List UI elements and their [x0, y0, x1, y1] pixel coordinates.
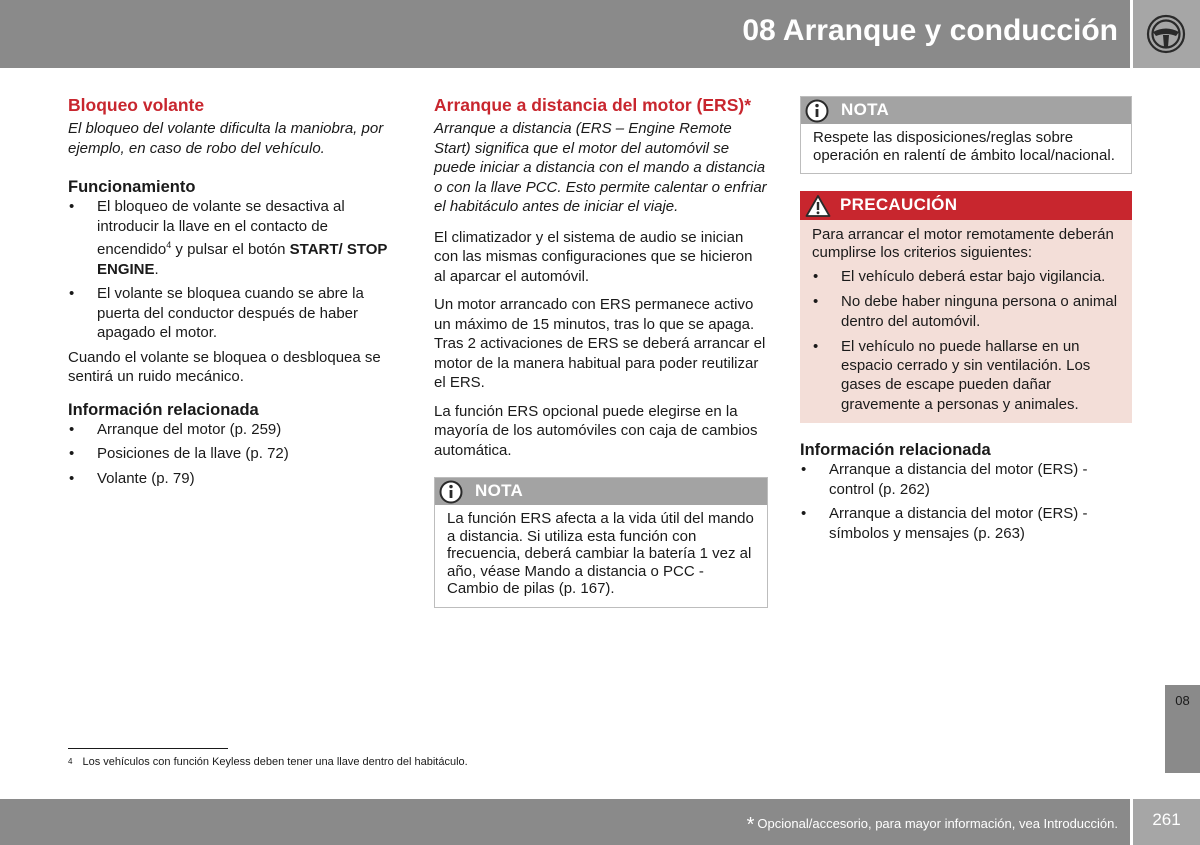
chapter-tab[interactable] [1165, 685, 1200, 773]
asterisk: * [746, 814, 755, 836]
list-item: • El vehículo no puede hallarse en un espacio cerrado y sin ventilación. Los gases de escape pueden dañar gravemente a personas y animales. [812, 337, 1120, 414]
footnote-text: Los vehículos con función Keyless deben tener una llave dentro del habitáculo. [82, 756, 468, 768]
caution-header [800, 191, 1132, 220]
note-text: Respete las disposiciones/reglas sobre operación en ralentí de ámbito local/nacional. [813, 129, 1115, 164]
chapter-icon-box [1133, 0, 1200, 68]
steering-wheel-icon [1146, 14, 1186, 54]
note-header [801, 97, 1131, 124]
info-icon [804, 99, 830, 123]
list-item: • El vehículo deberá estar bajo vigilancia. [812, 267, 1120, 286]
footer-text: Opcional/accesorio, para mayor información, vea Introducción. [757, 816, 1118, 831]
paragraph: Cuando el volante se bloquea o desbloquea se sentirá un ruido mecánico. [68, 348, 381, 385]
chapter-tab-label: 08 [1175, 693, 1190, 708]
caution-box [800, 191, 1132, 423]
caution-body [800, 220, 1132, 423]
list-item: • El bloqueo de volante se desactiva al introducir la llave en el contacto de encendido$^4$ y pulsar el botón START/ STOP ENGINE. [68, 197, 398, 279]
note-header [435, 478, 767, 505]
function-list [68, 197, 398, 343]
footnote-number: 4 [68, 757, 73, 766]
related-link[interactable]: • Arranque a distancia del motor (ERS) - control (p. 262) [800, 460, 1132, 499]
subheading-related-info: Información relacionada [800, 441, 991, 460]
related-list [800, 460, 1132, 543]
note-box [800, 96, 1132, 174]
page-footer [0, 799, 1130, 845]
footer-note [747, 814, 1118, 837]
caution-intro: Para arrancar el motor remotamente deberán cumplirse los criterios siguientes: [812, 226, 1114, 261]
section-heading: Bloqueo volante [68, 95, 205, 115]
page-header [0, 0, 1130, 68]
related-link[interactable]: • Volante (p. 79) [68, 469, 398, 489]
warning-triangle-icon [805, 194, 831, 218]
note-label: NOTA [475, 481, 524, 500]
related-list [68, 420, 398, 489]
column-notes [800, 96, 1132, 543]
info-icon [438, 480, 464, 504]
section-intro: El bloqueo del volante dificulta la maniobra, por ejemplo, en caso de robo del vehículo. [68, 120, 384, 157]
list-item: • No debe haber ninguna persona o animal dentro del automóvil. [812, 292, 1120, 331]
caution-label: PRECAUCIÓN [840, 195, 958, 214]
related-link[interactable]: • Arranque a distancia del motor (ERS) - símbolos y mensajes (p. 263) [800, 504, 1132, 543]
chapter-title: 08 Arranque y conducción [742, 14, 1118, 47]
page-number: 261 [1152, 810, 1181, 829]
column-ers [434, 94, 768, 608]
note-label: NOTA [841, 100, 890, 119]
section-heading: Arranque a distancia del motor (ERS)* [434, 95, 752, 115]
subheading-funcionamiento: Funcionamiento [68, 178, 196, 196]
column-steering-lock [68, 94, 398, 488]
page-number-box [1133, 799, 1200, 845]
note-text: La función ERS afecta a la vida útil del mando a distancia. Si utiliza esta función con frecuencia, deberá cambiar la batería 1 vez al año, véase Mando a distancia o PCC - Cambio de pilas (p. 167). [447, 510, 754, 597]
paragraph: Un motor arrancado con ERS permanece activo un máximo de 15 minutos, tras lo que se apaga. Tras 2 activaciones de ERS se deberá arrancar el motor de la manera habitual para poder reutilizar el ERS. [434, 296, 766, 391]
related-link[interactable]: • Arranque del motor (p. 259) [68, 420, 398, 440]
list-item: • El volante se bloquea cuando se abre la puerta del conductor después de haber apagado el motor. [68, 284, 398, 343]
footnote [68, 755, 468, 769]
section-intro: Arranque a distancia (ERS – Engine Remote Start) significa que el motor del automóvil se puede iniciar a distancia con el mando a distancia o con la llave PCC. Esto permite calentar o enfriar el habitáculo antes de iniciar el viaje. [434, 120, 767, 215]
note-box [434, 477, 768, 608]
related-link[interactable]: • Posiciones de la llave (p. 72) [68, 444, 398, 464]
start-stop-label: START/ STOP ENGINE [97, 241, 388, 278]
paragraph: La función ERS opcional puede elegirse en la mayoría de los automóviles con caja de cambios automática. [434, 402, 758, 459]
footnote-divider [68, 748, 228, 749]
caution-list [812, 267, 1120, 414]
paragraph: El climatizador y el sistema de audio se inician con las mismas configuraciones que se hicieron al aparcar el automóvil. [434, 228, 753, 285]
footnote-ref[interactable]: 4 [166, 240, 172, 250]
subheading-related-info: Información relacionada [68, 400, 259, 419]
